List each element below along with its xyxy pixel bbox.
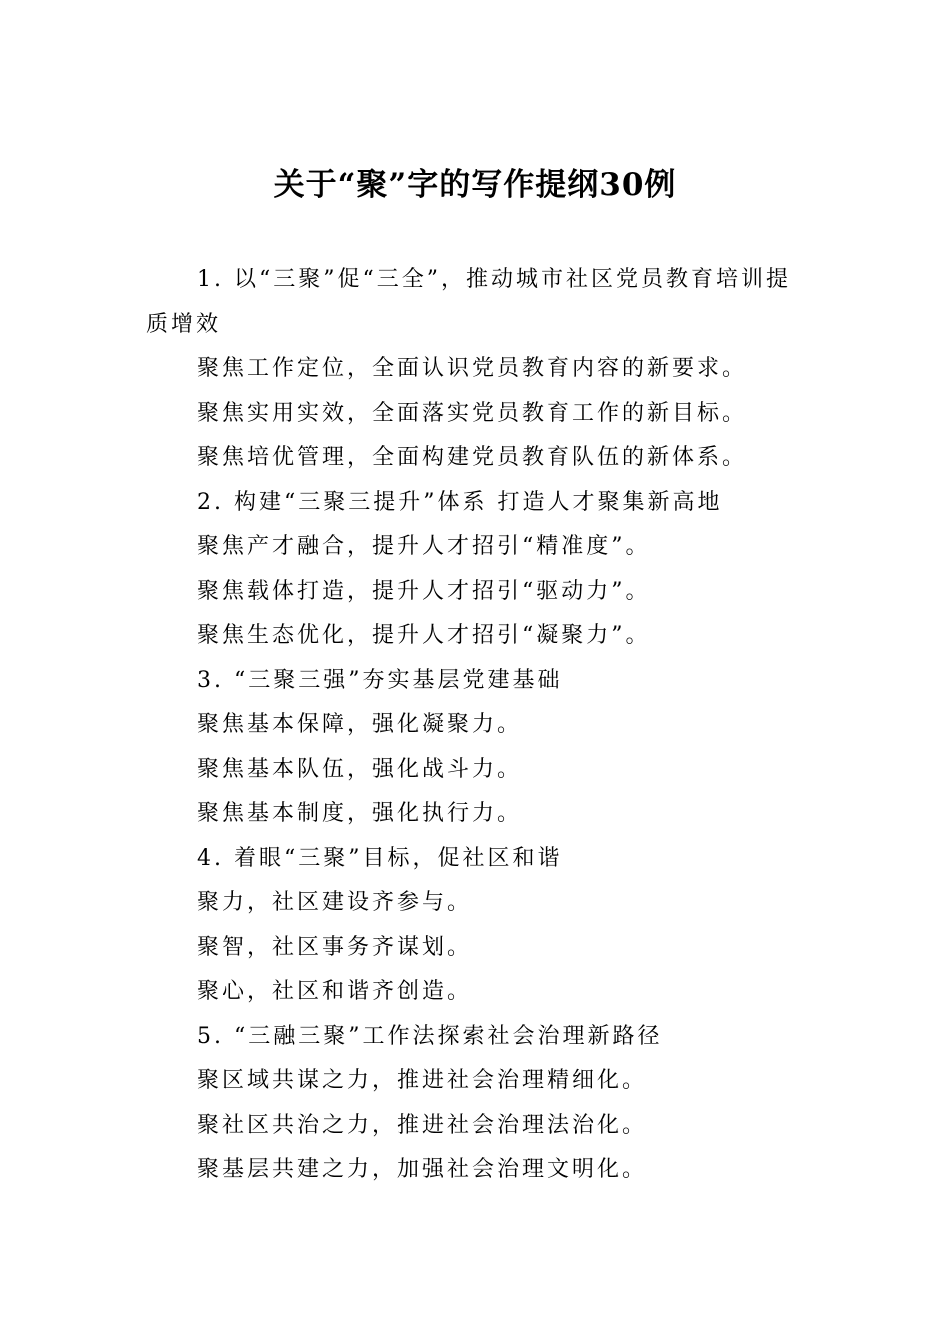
body-line: 聚焦实用实效，全面落实党员教育工作的新目标。 (197, 400, 748, 426)
body-line: 聚区域共谋之力，推进社会治理精细化。 (197, 1068, 648, 1093)
body-line: 聚焦基本制度，强化执行力。 (197, 801, 523, 826)
body-line: 聚焦产才融合，提升人才招引“精准度”。 (197, 534, 651, 559)
body-line: 聚焦生态优化，提升人才招引“凝聚力”。 (197, 623, 651, 648)
body-line: 聚焦培优管理，全面构建党员教育队伍的新体系。 (197, 445, 748, 470)
document-body (146, 258, 810, 1193)
section-heading-3: 3. “三聚三强”夯实基层党建基础 (197, 667, 563, 693)
section-heading-2: 2. 构建“三聚三提升”体系 打造人才聚集新高地 (197, 489, 723, 515)
body-line: 聚力，社区建设齐参与。 (197, 890, 473, 915)
section-heading-5: 5. “三融三聚”工作法探索社会治理新路径 (197, 1023, 663, 1049)
body-line: 聚心，社区和谐齐创造。 (197, 979, 473, 1004)
body-line: 聚焦基本队伍，强化战斗力。 (197, 756, 523, 782)
body-line: 聚社区共治之力，推进社会治理法治化。 (197, 1112, 648, 1138)
body-line: 聚焦基本保障，强化凝聚力。 (197, 712, 523, 737)
body-line: 聚智，社区事务齐谋划。 (197, 934, 473, 960)
section-heading-1: 1. 以“三聚”促“三全”，推动城市社区党员教育培训提质增效 (146, 267, 791, 337)
document-title: 关于“聚”字的写作提纲30例 (273, 167, 677, 203)
section-heading-4: 4. 着眼“三聚”目标，促社区和谐 (197, 845, 563, 871)
body-line: 聚焦载体打造，提升人才招引“驱动力”。 (197, 578, 651, 604)
body-line: 聚焦工作定位，全面认识党员教育内容的新要求。 (197, 356, 748, 381)
body-line: 聚基层共建之力，加强社会治理文明化。 (197, 1157, 648, 1182)
